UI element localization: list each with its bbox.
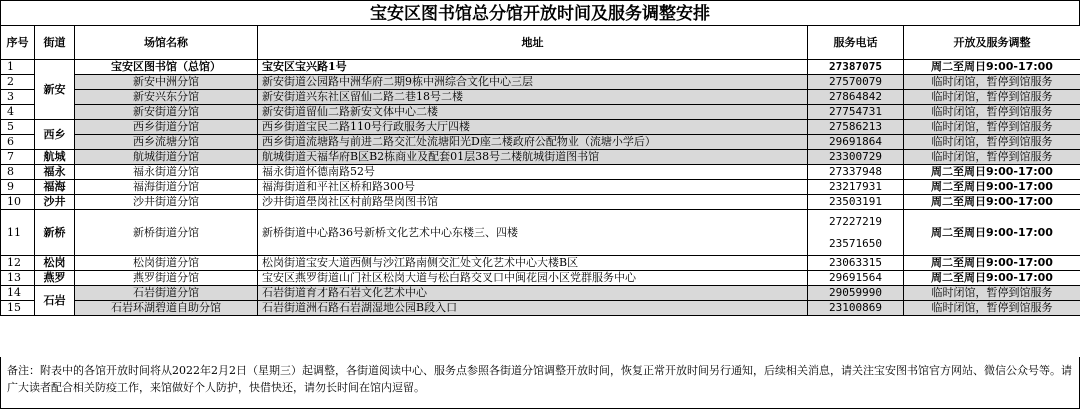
table-row: [1, 135, 1080, 150]
header-index: 序号: [1, 26, 35, 60]
street-cell: 沙井: [35, 195, 75, 210]
venue-address: 宝安区宝兴路1号: [258, 60, 808, 75]
venue-phone: 23217931: [808, 180, 904, 195]
service-status: 周二至周日9:00-17:00: [904, 256, 1080, 271]
header-street: 街道: [35, 26, 75, 60]
venue-address: 西乡街道流塘路与前进二路交汇处流塘阳光D座二楼政府公配物业（流塘小学后）: [258, 135, 808, 150]
table-row: [1, 60, 1080, 75]
row-index: 14: [1, 286, 35, 301]
venue-phone: 27864842: [808, 90, 904, 105]
street-cell: 燕罗: [35, 271, 75, 286]
service-status: 临时闭馆，暂停到馆服务: [904, 135, 1080, 150]
venue-name: 新安街道分馆: [75, 105, 258, 120]
service-status: 临时闭馆，暂停到馆服务: [904, 75, 1080, 90]
venue-phone-secondary: 23571650: [829, 236, 882, 250]
service-status: 临时闭馆，暂停到馆服务: [904, 120, 1080, 135]
venue-phone: [808, 210, 904, 256]
row-index: 5: [1, 120, 35, 135]
venue-name: 燕罗街道分馆: [75, 271, 258, 286]
service-status: 周二至周日9:00-17:00: [904, 210, 1080, 256]
street-cell: 松岗: [35, 256, 75, 271]
venue-phone: 23063315: [808, 256, 904, 271]
venue-name: 松岗街道分馆: [75, 256, 258, 271]
row-index: 10: [1, 195, 35, 210]
table-row: [1, 165, 1080, 180]
venue-phone: 27337948: [808, 165, 904, 180]
table-row: [1, 286, 1080, 301]
venue-address: 福海街道和平社区桥和路300号: [258, 180, 808, 195]
venue-address: 松岗街道宝安大道西侧与沙江路南侧交汇处文化艺术中心大楼B区: [258, 256, 808, 271]
table-row: [1, 256, 1080, 271]
venue-address: 新桥街道中心路36号新桥文化艺术中心东楼三、四楼: [258, 210, 808, 256]
venue-name: 石岩环湖碧道自助分馆: [75, 301, 258, 316]
row-index: 8: [1, 165, 35, 180]
table-row: [1, 271, 1080, 286]
venue-name: 西乡街道分馆: [75, 120, 258, 135]
venue-phone-primary: 27227219: [829, 214, 882, 228]
table-row: [1, 301, 1080, 316]
venue-phone: 23503191: [808, 195, 904, 210]
table-header-row: [1, 26, 1080, 60]
table-row: [1, 90, 1080, 105]
table-row: [1, 195, 1080, 210]
table-row: [1, 105, 1080, 120]
venue-address: 新安街道兴东社区留仙二路二巷18号二楼: [258, 90, 808, 105]
row-index: 2: [1, 75, 35, 90]
header-venue: 场馆名称: [75, 26, 258, 60]
venue-address: 石岩街道洲石路石岩湖湿地公园B段入口: [258, 301, 808, 316]
service-status: 周二至周日9:00-17:00: [904, 271, 1080, 286]
venue-address: 沙井街道壆岗社区村前路壆岗图书馆: [258, 195, 808, 210]
venue-name: 新安兴东分馆: [75, 90, 258, 105]
row-index: 3: [1, 90, 35, 105]
venue-phone: 27570079: [808, 75, 904, 90]
venue-name: 福永街道分馆: [75, 165, 258, 180]
venue-name: 航城街道分馆: [75, 150, 258, 165]
venue-address: 新安街道留仙二路新安文体中心二楼: [258, 105, 808, 120]
street-cell: 西乡: [35, 120, 75, 150]
service-status: 周二至周日9:00-17:00: [904, 60, 1080, 75]
row-index: 6: [1, 135, 35, 150]
venue-name: 福海街道分馆: [75, 180, 258, 195]
page-title: 宝安区图书馆总分馆开放时间及服务调整安排: [0, 0, 1080, 26]
service-status: 周二至周日9:00-17:00: [904, 180, 1080, 195]
header-address: 地址: [258, 26, 808, 60]
venue-phone: 27387075: [808, 60, 904, 75]
header-phone: 服务电话: [808, 26, 904, 60]
service-status: 临时闭馆，暂停到馆服务: [904, 286, 1080, 301]
venue-address: 新安街道公园路中洲华府二期9栋中洲综合文化中心三层: [258, 75, 808, 90]
venue-address: 西乡街道宝民二路110号行政服务大厅四楼: [258, 120, 808, 135]
table-row: [1, 120, 1080, 135]
row-index: 9: [1, 180, 35, 195]
venue-phone: 23300729: [808, 150, 904, 165]
service-status: 临时闭馆，暂停到馆服务: [904, 90, 1080, 105]
venue-address: 福永街道怀德南路52号: [258, 165, 808, 180]
row-index: 1: [1, 60, 35, 75]
venue-name: 新桥街道分馆: [75, 210, 258, 256]
service-status: 周二至周日9:00-17:00: [904, 195, 1080, 210]
street-cell: 新安: [35, 60, 75, 120]
table-row: [1, 75, 1080, 90]
service-status: 临时闭馆，暂停到馆服务: [904, 150, 1080, 165]
street-cell: 新桥: [35, 210, 75, 256]
venue-name: 沙井街道分馆: [75, 195, 258, 210]
street-cell: 福海: [35, 180, 75, 195]
venue-address: 石岩街道育才路石岩文化艺术中心: [258, 286, 808, 301]
street-cell: 福永: [35, 165, 75, 180]
venue-name: 石岩街道分馆: [75, 286, 258, 301]
row-index: 15: [1, 301, 35, 316]
row-index: 12: [1, 256, 35, 271]
venue-phone: 27754731: [808, 105, 904, 120]
service-status: 临时闭馆，暂停到馆服务: [904, 301, 1080, 316]
row-index: 13: [1, 271, 35, 286]
venue-name: 西乡流塘分馆: [75, 135, 258, 150]
venue-phone: 27586213: [808, 120, 904, 135]
venue-phone: 29691864: [808, 135, 904, 150]
venue-address: 航城街道天福华府B区B2栋商业及配套01层38号二楼航城街道图书馆: [258, 150, 808, 165]
service-status: 周二至周日9:00-17:00: [904, 165, 1080, 180]
schedule-table: [0, 25, 1080, 316]
street-cell: 航城: [35, 150, 75, 165]
header-service: 开放及服务调整: [904, 26, 1080, 60]
table-row: [1, 150, 1080, 165]
row-index: 4: [1, 105, 35, 120]
venue-phone: 29691564: [808, 271, 904, 286]
footnote: 备注：附表中的各馆开放时间将从2022年2月2日（星期三）起调整，各街道阅读中心、服务点参照各街道分馆调整开放时间，恢复正常开放时间另行通知，后续相关消息，请关注宝安图书馆官方网站、微信公众号等。请广大读者配合相关防疫工作，来馆做好个人防护，快借快还，请勿长时间在馆内逗留。: [0, 357, 1080, 409]
row-index: 7: [1, 150, 35, 165]
venue-address: 宝安区燕罗街道山门社区松岗大道与松白路交叉口中闽花园小区党群服务中心: [258, 271, 808, 286]
venue-name: 宝安区图书馆（总馆）: [75, 60, 258, 75]
street-cell: 石岩: [35, 286, 75, 316]
venue-name: 新安中洲分馆: [75, 75, 258, 90]
venue-phone: 23100869: [808, 301, 904, 316]
service-status: 临时闭馆，暂停到馆服务: [904, 105, 1080, 120]
row-index: 11: [1, 210, 35, 256]
table-row: [1, 180, 1080, 195]
table-row: [1, 210, 1080, 256]
venue-phone: 29059990: [808, 286, 904, 301]
